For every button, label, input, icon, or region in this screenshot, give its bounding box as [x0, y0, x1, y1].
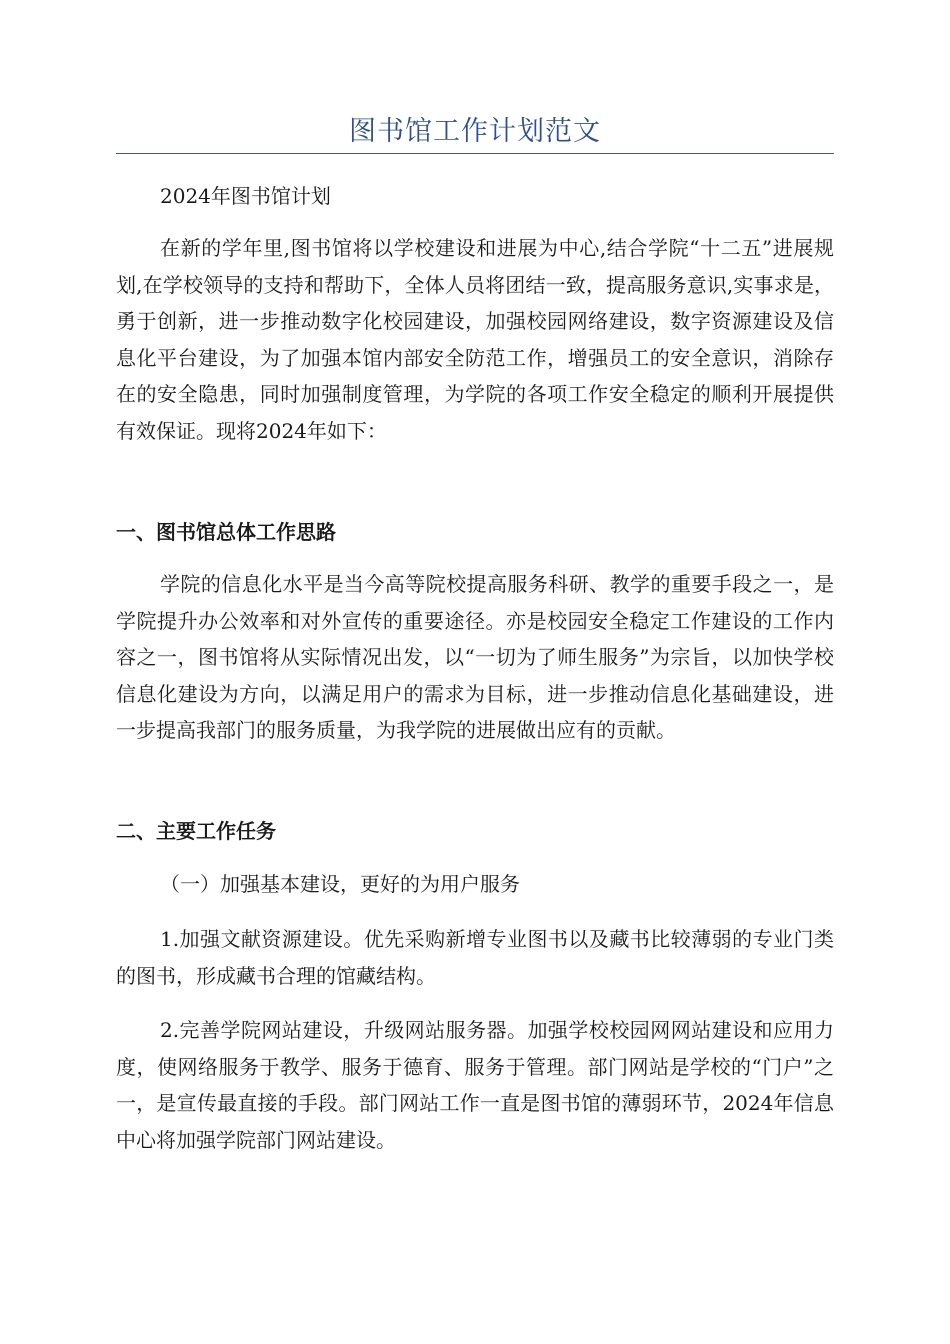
subsection-1-heading: （一）加强基本建设，更好的为用户服务	[160, 872, 520, 896]
intro-paragraph: 在新的学年里,图书馆将以学校建设和进展为中心,结合学院“十二五”进展规划,在学校领导的支持和帮助下，全体人员将团结一致，提高服务意识,实事求是，勇于创新，进一步推动数字化校园建设，加强校园网络建设，数字资源建设及信息化平台建设，为了加强本馆内部安全防范工作，增强员工的安全意识，消除存在的安全隐患，同时加强制度管理，为学院的各项工作安全稳定的顺利开展提供有效保证。现将2024年如下：	[116, 236, 834, 443]
section-1-paragraph: 学院的信息化水平是当今高等院校提高服务科研、教学的重要手段之一，是学院提升办公效率和对外宣传的重要途径。亦是校园安全稳定工作建设的工作内容之一，图书馆将从实际情况出发，以“一切为了师生服务”为宗旨，以加快学校信息化建设为方向，以满足用户的需求为目标，进一步推动信息化基础建设，进一步提高我部门的服务质量，为我学院的进展做出应有的贡献。	[116, 572, 834, 742]
intro-label: 2024年图书馆计划	[160, 184, 331, 208]
title-underline	[116, 153, 834, 154]
section-1-heading: 一、图书馆总体工作思路	[116, 520, 336, 544]
list-item-2: 2.完善学院网站建设，升级网站服务器。加强学校校园网网站建设和应用力度，使网络服务于教学、服务于德育、服务于管理。部门网站是学校的“门户”之一，是宣传最直接的手段。部门网站工作一直是图书馆的薄弱环节，2024年信息中心将加强学院部门网站建设。	[116, 1018, 834, 1152]
list-item-1: 1.加强文献资源建设。优先采购新增专业图书以及藏书比较薄弱的专业门类的图书，形成藏书合理的馆藏结构。	[116, 927, 834, 988]
section-2-heading: 二、主要工作任务	[116, 819, 276, 843]
document-title: 图书馆工作计划范文	[349, 116, 601, 147]
